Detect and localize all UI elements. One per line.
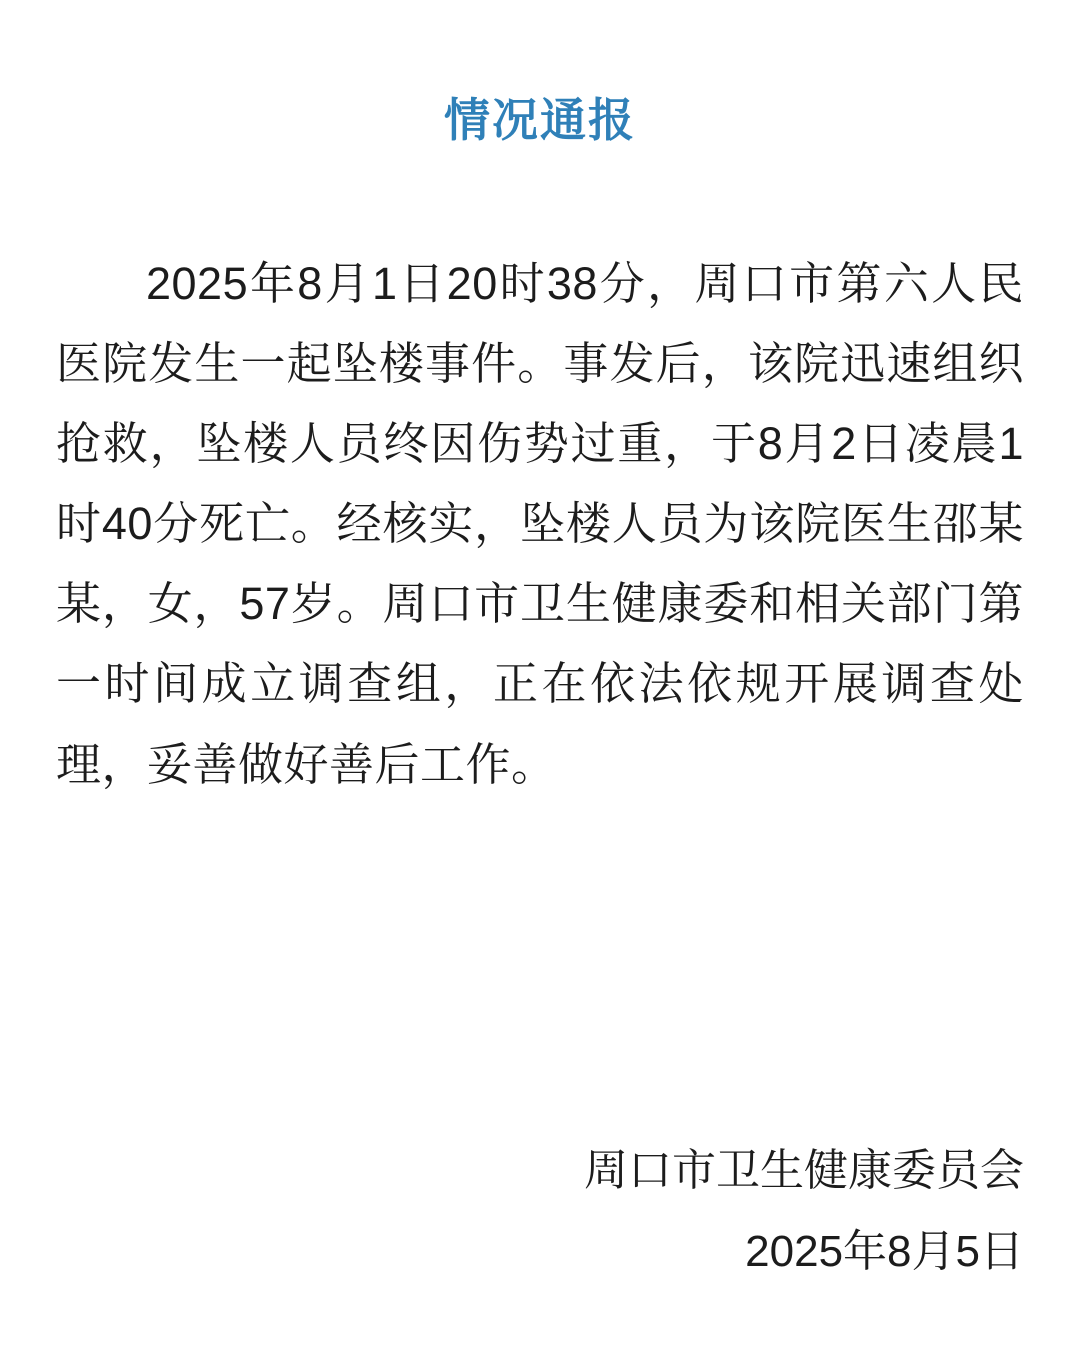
signature-block <box>584 1130 1024 1293</box>
page-title: 情况通报 <box>444 93 636 146</box>
notice-paragraph: 2025年8月1日20时38分，周口市第六人民医院发生一起坠楼事件。事发后，该院迅速组织抢救，坠楼人员终因伤势过重，于8月2日凌晨1时40分死亡。经核实，坠楼人员为该院医生邵某某，女，57岁。周口市卫生健康委和相关部门第一时间成立调查组，正在依法依规开展调查处理，妥善做好善后工作。 <box>56 258 1024 790</box>
notice-document-page <box>0 31 1080 1345</box>
signature-date: 2025年8月5日 <box>745 1227 1024 1277</box>
signature-organization: 周口市卫生健康委员会 <box>584 1146 1024 1196</box>
notice-body <box>56 244 1024 805</box>
